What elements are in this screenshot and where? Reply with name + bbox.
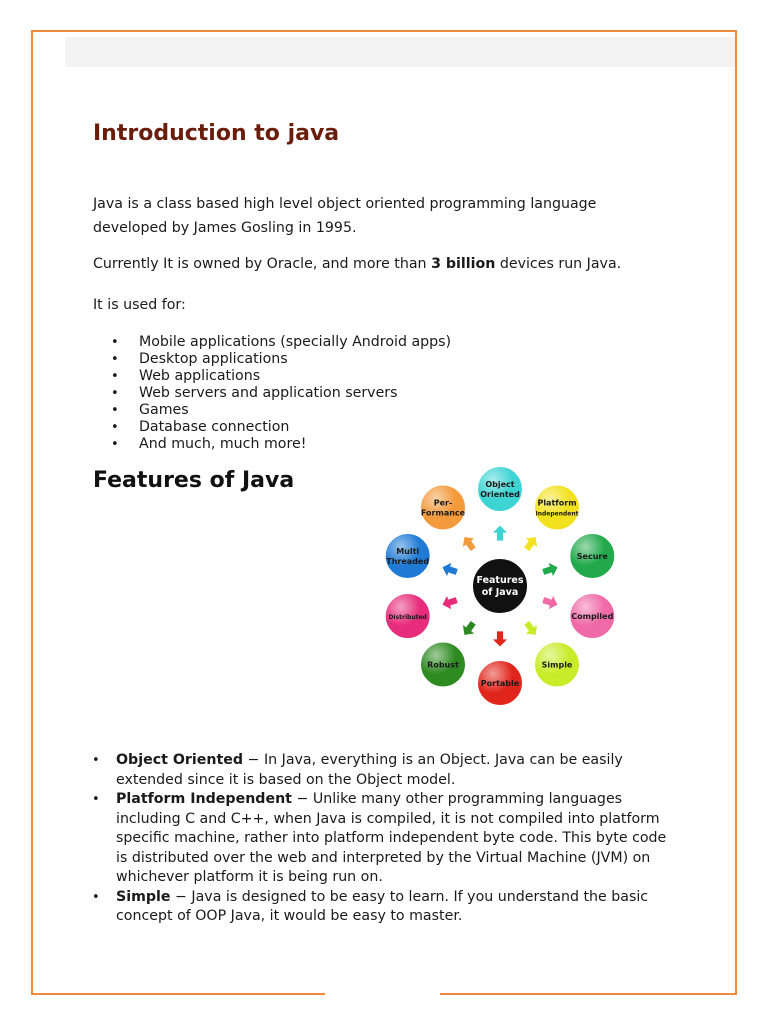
feature-node [420,485,466,531]
page-frame-left [31,30,33,994]
feature-description: − Java is designed to be easy to learn. If you understand the basic concept of OOP Java, it would be easy to master. [116,888,649,924]
intro-title: Introduction to java [93,121,340,146]
feature-node [534,485,580,531]
header-band [65,37,735,67]
page-frame-right [735,30,737,994]
uses-intro: It is used for: [93,297,186,313]
list-item [90,751,680,790]
feature-arrow [520,618,542,640]
feature-node-shine [385,533,431,579]
feature-node-label: Robust [427,660,459,670]
features-diagram [375,465,625,705]
feature-description: − In Java, everything is an Object. Java can be easily extended since it is based on the Object model. [116,752,623,788]
feature-name: Platform Independent [116,791,292,807]
feature-node [385,593,431,639]
feature-node [569,593,615,639]
list-item: • And much, much more! [111,436,451,453]
list-item [90,790,680,888]
feature-node-label: Threaded [386,557,430,566]
list-item: • Games [111,402,451,419]
feature-arrow [492,631,508,647]
center-label-line1: Features [476,575,524,586]
feature-node [385,533,431,579]
feature-node [420,642,466,688]
ownership-text-end: devices run Java. [495,256,622,272]
feature-node-shine [420,485,466,531]
feature-node-label: Compiled [571,612,614,621]
feature-node-label: Portable [480,679,520,688]
list-item: • Mobile applications (specially Android apps) [111,334,451,351]
feature-arrow [458,618,480,640]
feature-node-label: Formance [420,508,466,518]
feature-arrow [540,559,560,579]
list-item: • Desktop applications [111,351,451,368]
feature-node-label: Independent [535,510,579,518]
feature-name: Simple [116,888,171,905]
feature-arrow [492,525,508,541]
feature-node-label: Per- [433,498,453,508]
page-frame-bottom-left [31,993,325,995]
center-label-line2: of Java [481,587,519,598]
feature-name: Object Oriented [116,752,244,768]
features-list [90,751,680,927]
feature-arrow [458,532,480,554]
feature-node-shine [477,466,523,512]
center-node [472,558,528,614]
uses-list [111,334,451,453]
feature-node [534,642,580,688]
list-item: • Web applications [111,368,451,385]
list-item: • Database connection [111,419,451,436]
feature-node [477,466,523,512]
list-item [90,888,680,927]
feature-node-label: Oriented [480,490,520,499]
page-frame-bottom-right [440,993,737,995]
feature-node [477,660,523,705]
intro-paragraph: Java is a class based high level object oriented programming language developed by James Gosling in 1995. [93,196,597,236]
feature-node-label: Simple [541,660,573,670]
list-item: • Web servers and application servers [111,385,451,402]
page-frame-top [31,30,737,32]
feature-node-shine [534,485,580,531]
feature-arrow [540,592,560,612]
ownership-highlight: 3 billion [431,256,496,272]
feature-arrow [520,532,542,554]
feature-node-label: Distributed [388,614,427,621]
feature-description: − Unlike many other programming languages including C and C++, when Java is compiled, it is not compiled into platform specific machine, rather into platform independent byte code. This byte code is distributed over the web and interpreted by the Virtual Machine (JVM) on whichever platform it is being run on. [116,791,667,885]
features-title: Features of Java [93,468,295,493]
feature-node [569,533,615,579]
feature-node-label: Secure [576,552,608,561]
feature-arrow [439,592,459,612]
ownership-text-start: Currently It is owned by Oracle, and more than [93,256,432,272]
feature-node-label: Multi [396,547,420,556]
feature-arrow [439,559,459,579]
feature-node-label: Object [485,480,515,489]
feature-node-label: Platform [537,498,577,508]
ownership-paragraph [93,252,653,276]
